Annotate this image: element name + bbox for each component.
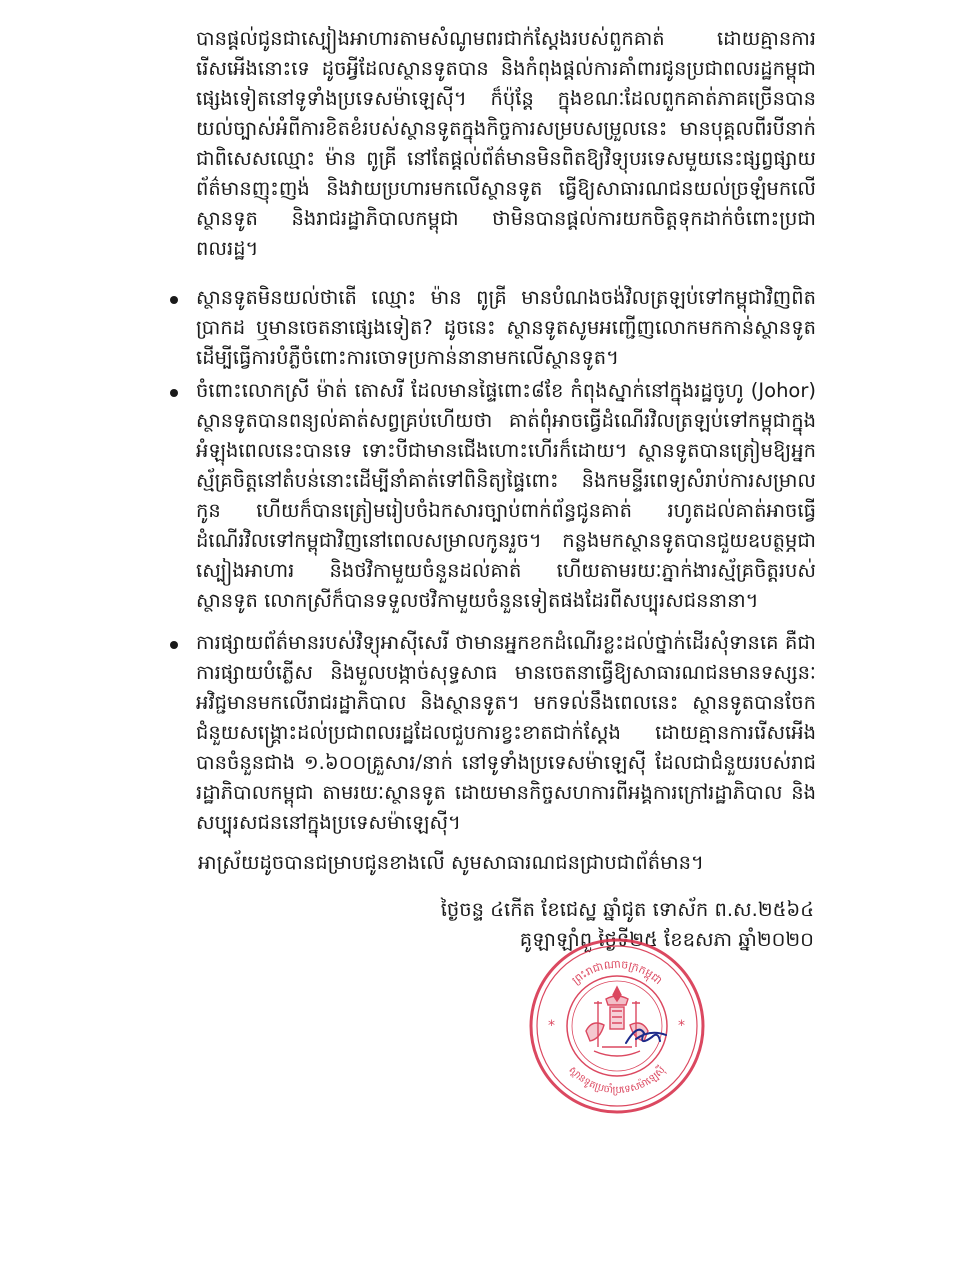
bullet-text: ស្ថានទូតមិនយល់ថាតើ ឈ្មោះ ម៉ាន ពូគ្រី មានបំណងចង់វិលត្រឡប់ទៅកម្ពុជាវិញពិតប្រាកដ ឬមានចេតនាផ្សេងទៀត? ដូចនេះ ស្ថានទូតសូមអញ្ជើញលោកមកកាន់ស្ថានទូត ដើម្បីធ្វើការបំភ្លឺចំពោះការចោទប្រកាន់នានាមកលើស្ថានទូត។ <box>196 286 816 369</box>
svg-text:*: * <box>678 1018 685 1034</box>
bullet-dot-icon <box>170 389 178 397</box>
svg-text:*: * <box>548 1018 555 1034</box>
bullet-dot-icon <box>170 641 178 649</box>
bullet-text: ចំពោះលោកស្រី ម៉ាត់ តោសរី ដែលមានផ្ទៃពោះ៨ខែ កំពុងស្នាក់នៅក្នុងរដ្ឋចូហូ (Johor) ស្ថានទូតបានពន្យល់គាត់សព្វគ្រប់ហើយថា គាត់ពុំអាចធ្វើដំណើរវិលត្រឡប់ទៅកម្ពុជាក្នុងអំឡុងពេលនេះបានទេ ទោះបីជាមានជើងហោះហើរក៏ដោយ។ ស្ថានទូតបានត្រៀមឱ្យអ្នកស្ម័គ្រចិត្តនៅតំបន់នោះដើម្បីនាំគាត់ទៅពិនិត្យផ្ទៃពោះ និងកមន្ទីរពេទ្យសំរាប់ការសម្រាលកូន ហើយក៏បានត្រៀមរៀបចំឯកសារច្បាប់ពាក់ព័ន្ធជូនគាត់ រហូតដល់គាត់អាចធ្វើដំណើរវិលទៅកម្ពុជាវិញនៅពេលសម្រាលកូនរួច។ កន្លងមកស្ថានទូតបានជួយឧបត្ថម្ភជាស្បៀងអាហារ និងថវិកាមួយចំនួនដល់គាត់ ហើយតាមរយៈភ្នាក់ងារស្ម័គ្រចិត្តរបស់ស្ថានទូត លោកស្រីក៏បានទទួលថវិកាមួយចំនួនទៀតផងដែរពីសប្បុរសជននានា។ <box>196 379 816 612</box>
seal-bottom-text: ស្ថានទូតប្រចាំប្រទេសម៉ាឡេស៊ី <box>566 1064 668 1097</box>
seal-icon <box>526 935 708 1117</box>
closing-line: អាស្រ័យដូចបានជម្រាបជូនខាងលើ សូមសាធារណជនជ្រាបជាព័ត៌មាន។ <box>198 851 704 874</box>
solar-date: គូឡាឡាំពួ ថ្ងៃទី២៥ ខែឧសភា ឆ្នាំ២០២០ <box>519 928 814 951</box>
embassy-seal-stamp <box>526 935 708 1117</box>
intro-paragraph: បានផ្តល់ជូនជាស្បៀងអាហារតាមសំណូមពរជាក់ស្តែងរបស់ពួកគាត់ ដោយគ្មានការរើសអើងនោះទេ ដូចអ្វីដែលស្ថានទូតបាន និងកំពុងផ្តល់ការគាំពារជូនប្រជាពលរដ្ឋកម្ពុជាផ្សេងទៀតនៅទូទាំងប្រទេសម៉ាឡេស៊ី។ ក៏ប៉ុន្តែ ក្នុងខណៈដែលពួកគាត់ភាគច្រើនបានយល់ច្បាស់អំពីការខិតខំរបស់ស្ថានទូតក្នុងកិច្ចការសម្របសម្រួលនេះ មានបុគ្គលពីរបីនាក់ ជាពិសេសឈ្មោះ ម៉ាន ពូគ្រី នៅតែផ្តល់ព័ត៌មានមិនពិតឱ្យវិទ្យុបរទេសមួយនេះផ្សព្វផ្សាយព័ត៌មានញុះញង់ និងវាយប្រហារមកលើស្ថានទូត ធ្វើឱ្យសាធារណជនយល់ច្រឡំមកលើស្ថានទូត និងរាជរដ្ឋាភិបាលកម្ពុជា ថាមិនបានផ្តល់ការយកចិត្តទុកដាក់ចំពោះប្រជាពលរដ្ឋ។ <box>196 27 816 260</box>
coat-of-arms-icon <box>586 987 648 1056</box>
bullet-dot-icon <box>170 296 178 304</box>
bullet-text: ការផ្សាយព័ត៌មានរបស់វិទ្យុអាស៊ីសេរី ថាមានអ្នកខកដំណើរខ្លះដល់ថ្នាក់ដើរសុំទានគេ គឺជាការផ្សាយបំភ្លើស និងមួលបង្កាច់សុទ្ធសាធ មានចេតនាធ្វើឱ្យសាធារណជនមានទស្សនៈអវិជ្ជមានមកលើរាជរដ្ឋាភិបាល និងស្ថានទូត។ មកទល់នឹងពេលនេះ ស្ថានទូតបានចែកជំនួយសង្គ្រោះដល់ប្រជាពលរដ្ឋដែលជួបការខ្វះខាតជាក់ស្តែង ដោយគ្មានការរើសអើងបានចំនួនជាង ១.៦០០គ្រួសារ/នាក់ នៅទូទាំងប្រទេសម៉ាឡេស៊ី ដែលជាជំនួយរបស់រាជរដ្ឋាភិបាលកម្ពុជា តាមរយៈស្ថានទូត ដោយមានកិច្ចសហការពីអង្គការក្រៅរដ្ឋាភិបាល និងសប្បុរសជននៅក្នុងប្រទេសម៉ាឡេស៊ី។ <box>196 631 816 834</box>
lunar-date: ថ្ងៃចន្ទ ៤កើត ខែជេស្ឋ ឆ្នាំជូត ទោស័ក ព.ស.២៥៦៤ <box>440 898 814 921</box>
seal-top-text: ព្រះរាជាណាចក្រកម្ពុជា <box>569 957 665 988</box>
